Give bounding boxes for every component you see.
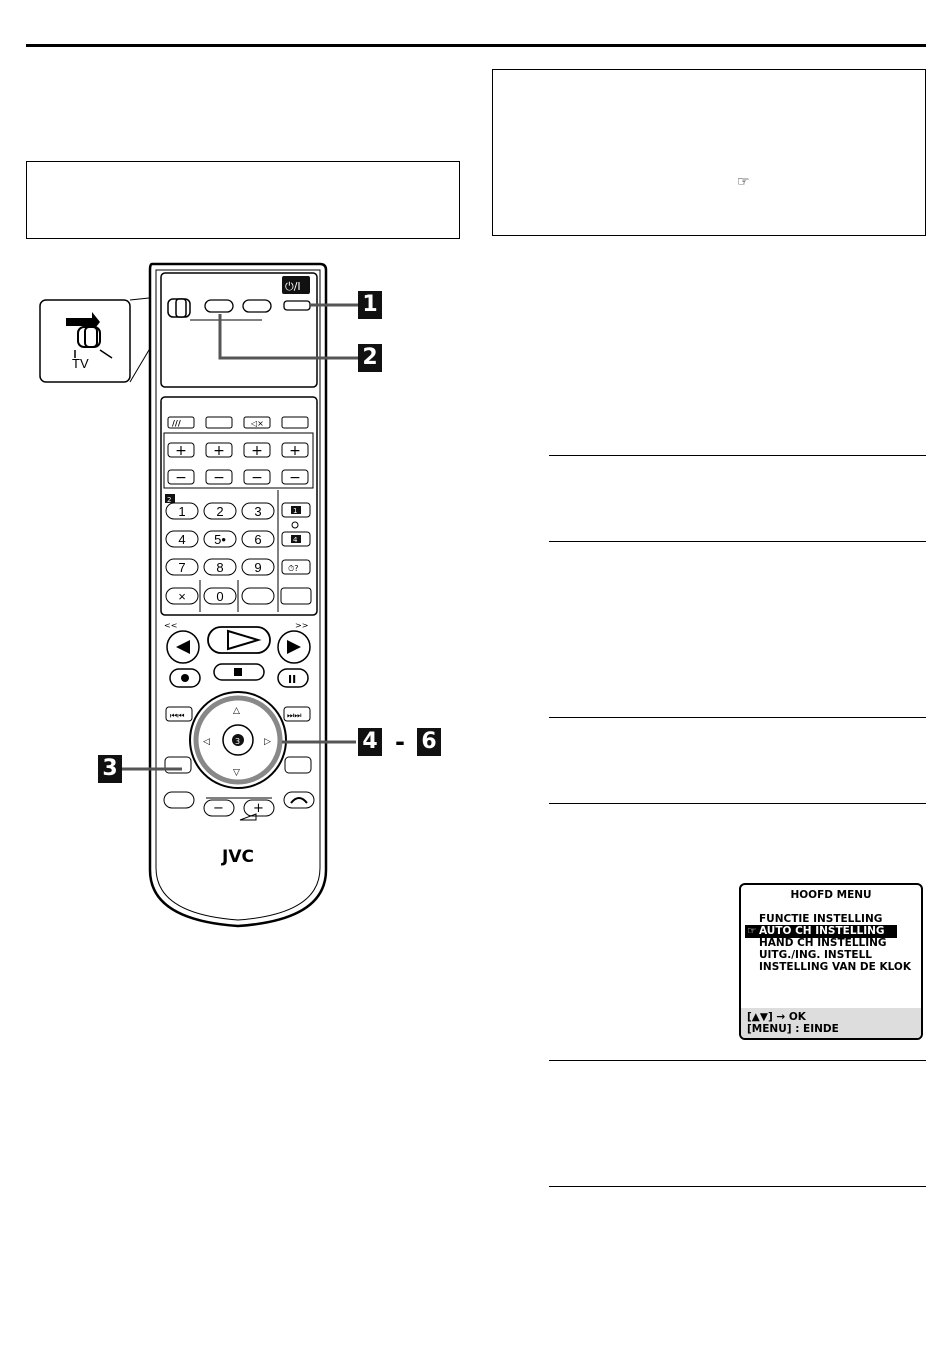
top-oval-button-2 (243, 300, 271, 312)
menu-item-manual-channel-setup: HAND CH INSTELLING (759, 937, 887, 949)
svg-text:−: − (213, 801, 224, 816)
jvc-logo: JVC (222, 847, 254, 867)
svg-text:2: 2 (216, 504, 224, 519)
mute-icon: ◁× (251, 419, 264, 428)
svg-text:3: 3 (235, 737, 241, 746)
svg-text:−: − (213, 470, 225, 486)
svg-text:◁: ◁ (203, 737, 210, 747)
svg-text:6: 6 (254, 532, 262, 547)
menu-title: HOOFD MENU (790, 889, 872, 901)
svg-text:<<: << (164, 621, 178, 630)
svg-text:8: 8 (216, 560, 224, 575)
svg-text:1: 1 (178, 504, 186, 519)
svg-text:>>: >> (295, 621, 309, 630)
main-menu-screen (739, 883, 923, 1040)
svg-text:7: 7 (178, 560, 186, 575)
step-badge-1: 1 (358, 291, 382, 319)
svg-text:///: /// (172, 419, 181, 428)
svg-text:×: × (178, 589, 186, 604)
svg-text:II: II (288, 673, 297, 686)
svg-text:−: − (289, 470, 301, 486)
svg-text:⏻/I: ⏻/I (285, 280, 301, 293)
svg-text:⏱?: ⏱? (288, 564, 299, 573)
page-reference-icon: ☞ (737, 174, 750, 190)
svg-text:0: 0 (216, 589, 224, 604)
svg-text:⏭⏭: ⏭⏭ (287, 711, 302, 720)
svg-text:−: − (175, 470, 187, 486)
menu-item-clock-setup: INSTELLING VAN DE KLOK (759, 961, 911, 973)
svg-text:▷: ▷ (264, 737, 271, 747)
selection-pointer-icon: ☞ (747, 925, 757, 937)
svg-text:−: − (251, 470, 263, 486)
menu-item-function-setup: FUNCTIE INSTELLING (759, 913, 883, 925)
top-small-button (284, 301, 310, 310)
svg-text:+: + (253, 801, 264, 816)
menu-footer-exit: [MENU] : EINDE (747, 1023, 839, 1035)
step-badge-4: 4 (358, 728, 382, 756)
top-oval-button-1 (205, 300, 233, 312)
step-badge-2: 2 (358, 344, 382, 372)
step-badge-6: 6 (417, 728, 441, 756)
svg-text:▽: ▽ (233, 768, 240, 778)
svg-text:⏮⏮: ⏮⏮ (170, 711, 185, 720)
menu-footer (741, 1008, 921, 1038)
step-range-dash: - (395, 728, 405, 756)
svg-text:+: + (213, 443, 225, 459)
svg-text:2: 2 (167, 496, 172, 504)
svg-text:+: + (175, 443, 187, 459)
svg-text:+: + (289, 443, 301, 459)
svg-text:9: 9 (254, 560, 262, 575)
tv-label: TV (72, 356, 89, 371)
menu-item-auto-channel-setup: AUTO CH INSTELLING (759, 925, 885, 937)
svg-text:△: △ (233, 706, 240, 716)
svg-text:+: + (251, 443, 263, 459)
menu-item-output-input-setup: UITG./ING. INSTELL (759, 949, 872, 961)
svg-text:4: 4 (178, 532, 186, 547)
svg-text:1: 1 (293, 507, 298, 515)
svg-text:5•: 5• (214, 532, 226, 547)
svg-text:4: 4 (293, 536, 298, 544)
svg-text:3: 3 (254, 504, 262, 519)
step-badge-3: 3 (98, 755, 122, 783)
menu-footer-navigation: [▲▼] → OK (747, 1011, 806, 1023)
